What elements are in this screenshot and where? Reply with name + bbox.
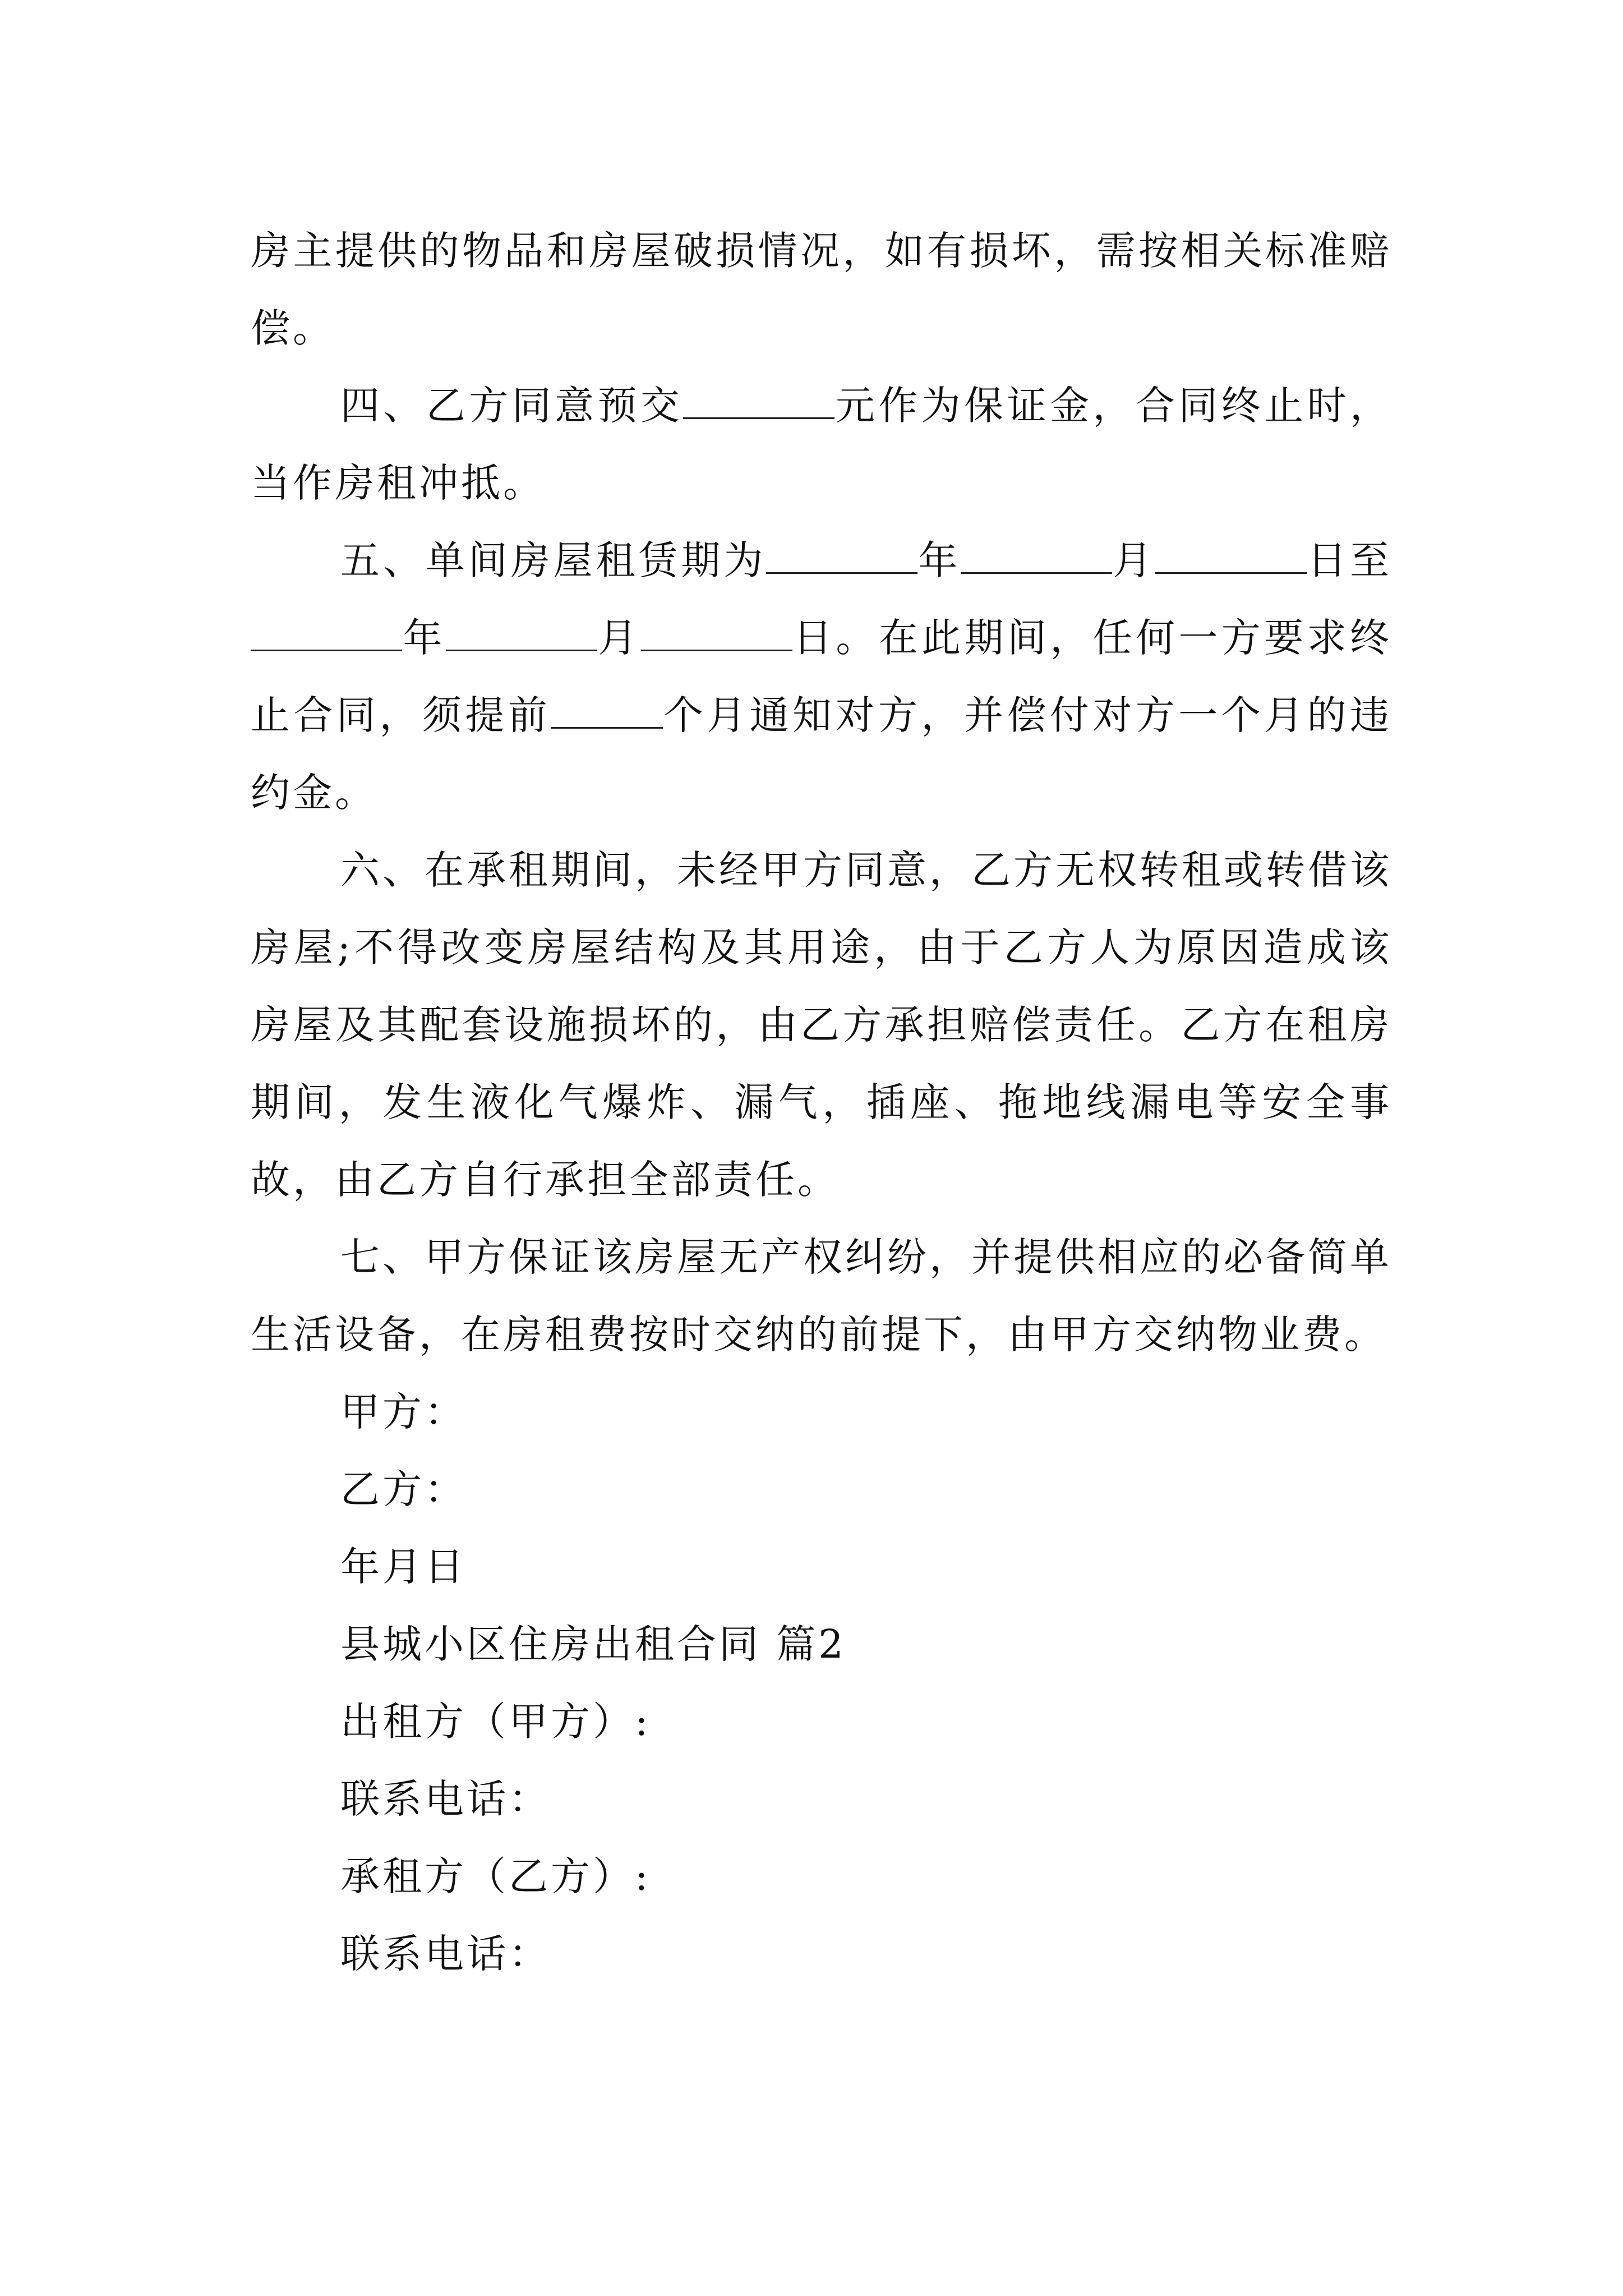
- clause-5-text-rest: 个月通知对方，并偿付对方一个月的违约金。: [251, 692, 1393, 816]
- paragraph-continuation: 房主提供的物品和房屋破损情况，如有损坏，需按相关标准赔偿。: [251, 228, 1392, 351]
- deposit-amount-blank: [683, 381, 834, 419]
- lessee-phone-label: 联系电话：: [340, 1931, 551, 1977]
- clause-5-year-1: 年: [917, 537, 961, 583]
- lessee-label: 承租方（乙方）:: [340, 1853, 651, 1899]
- party-b-label: 乙方：: [340, 1466, 467, 1512]
- clause-5-day-1: 日至: [1307, 537, 1392, 583]
- clause-4-text-before: 四、乙方同意预交: [340, 383, 684, 429]
- notice-months-blank: [551, 691, 663, 729]
- clause-5-year-2: 年: [402, 615, 446, 661]
- start-day-blank: [1155, 536, 1307, 574]
- start-year-blank: [766, 536, 917, 574]
- end-year-blank: [251, 614, 402, 651]
- paragraph-clause-5: [251, 522, 1392, 831]
- lessor-phone-label: 联系电话：: [340, 1776, 551, 1822]
- start-month-blank: [961, 536, 1112, 574]
- paragraph-clause-4: [251, 367, 1392, 522]
- document-body: [251, 212, 1392, 1993]
- clause-5-month-2: 月: [597, 615, 641, 661]
- clause-5-month-1: 月: [1112, 537, 1156, 583]
- end-day-blank: [641, 614, 792, 651]
- clause-5-text-1: 五、单间房屋租赁期为: [340, 537, 767, 583]
- party-a-label: 甲方：: [340, 1389, 467, 1435]
- clause-4-text-after: 元作为保证金，合同终止时，当作房租冲抵。: [251, 383, 1393, 506]
- section-title: 县城小区住房出租合同 篇2: [340, 1621, 846, 1667]
- paragraph-clause-6: 六、在承租期间，未经甲方同意，乙方无权转租或转借该房屋;不得改变房屋结构及其用途，由于乙方人为原因造成该房屋及其配套设施损坏的，由乙方承担赔偿责任。乙方在租房期间，发生液化气爆炸、漏气，插座、拖地线漏电等安全事故，由乙方自行承担全部责任。: [251, 847, 1392, 1203]
- date-label: 年月日: [340, 1544, 467, 1590]
- paragraph-clause-7: 七、甲方保证该房屋无产权纠纷，并提供相应的必备简单生活设备，在房租费按时交纳的前提下，由甲方交纳物业费。: [251, 1234, 1392, 1358]
- end-month-blank: [446, 614, 597, 651]
- clause-5-day-2: 日。在此期间，任何一方要求终止合同，须提前: [251, 615, 1393, 738]
- lessor-label: 出租方（甲方）:: [340, 1699, 651, 1745]
